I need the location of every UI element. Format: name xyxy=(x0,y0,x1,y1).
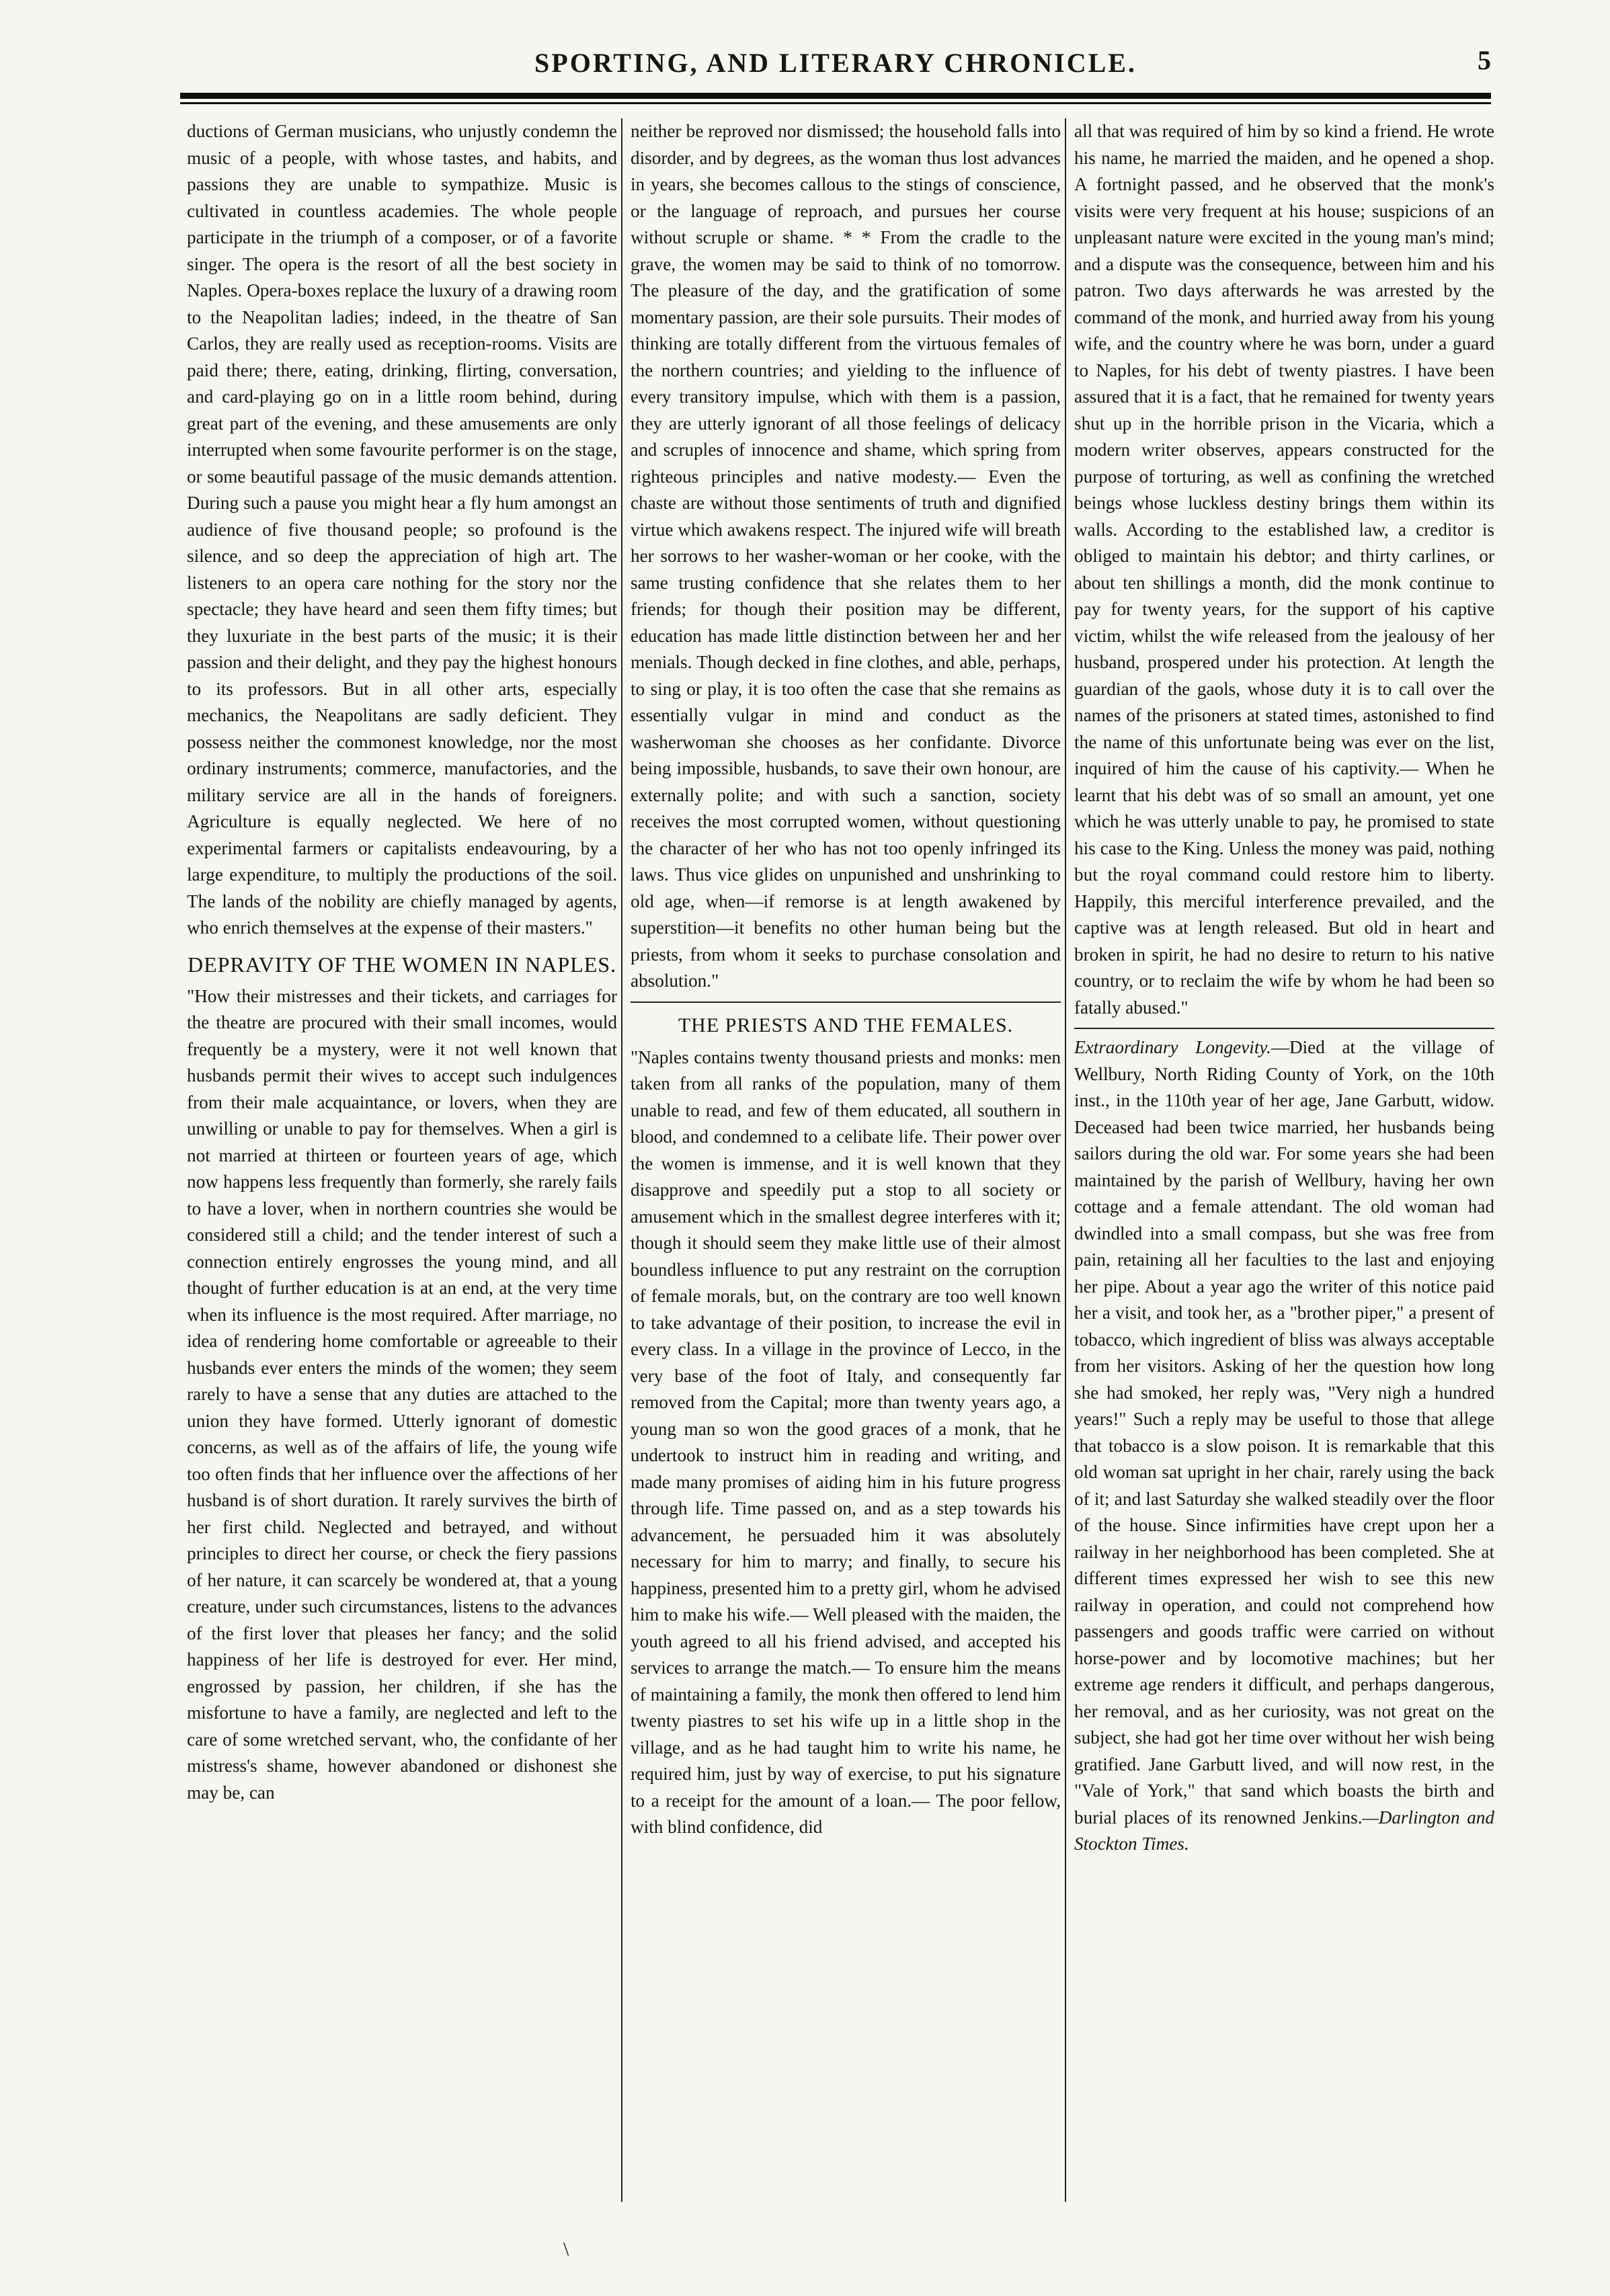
column-1 xyxy=(187,118,617,2188)
section-divider xyxy=(1074,1028,1494,1029)
news-item-longevity xyxy=(1074,1034,1494,1858)
section-divider xyxy=(631,1001,1061,1003)
header-rule-thin xyxy=(180,102,1491,104)
article-paragraph: ductions of German musicians, who unjustly condemn the music of a people, with whose tastes, and habits, and passions they are unable to sympathize. Music is cultivated in countless academies. The whole people participate in the triumph of a composer, or of a favorite singer. The opera is the resort of all the best society in Naples. Opera-boxes replace the luxury of a drawing room to the Neapolitan ladies; indeed, in the theatre of San Carlos, they are really used as reception-rooms. Visits are paid there; there, eating, drinking, flirting, conversation, and card-playing go on in a little room behind, during great part of the evening, and these amusements are only interrupted when some favourite performer is on the stage, or some beautiful passage of the music demands attention. During such a pause you might hear a fly hum amongst an audience of five thousand people; so profound is the silence, and so deep the appreciation of high art. The listeners to an opera care nothing for the story nor the spectacle; they have heard and seen them fifty times; but they luxuriate in the best parts of the music; it is their passion and their delight, and they pay the highest honours to its professors. But in all other arts, especially mechanics, the Neapolitans are sadly deficient. They possess neither the commonest knowledge, nor the most ordinary instruments; commerce, manufactories, and the military service are all in the hands of foreigners. Agriculture is equally neglected. We here of no experimental farmers or capitalists endeavouring, by a large expenditure, to multiply the productions of the soil. The lands of the nobility are chiefly managed by agents, who enrich themselves at the expense of their masters." xyxy=(187,121,617,938)
column-rule xyxy=(1065,118,1066,2202)
page-number: 5 xyxy=(1478,45,1491,75)
running-title: SPORTING, AND LITERARY CHRONICLE. xyxy=(534,48,1137,78)
column-3 xyxy=(1074,118,1494,2188)
column-2 xyxy=(631,118,1061,2188)
article-paragraph: neither be reproved nor dismissed; the household falls into disorder, and by degrees, as the woman thus lost advances in years, she becomes callous to the stings of conscience, or the language of reproach, and pursues her course without scruple or shame. * * From the cradle to the grave, the women may be said to think of no tomorrow. The pleasure of the day, and the gratification of some momentary passion, are their sole pursuits. Their modes of thinking are totally different from the virtuous females of the northern countries; and yielding to the influence of every transitory impulse, which with them is a passion, they are utterly ignorant of all those feelings of delicacy and scruples of innocence and shame, which spring from righteous principles and native modesty.— Even the chaste are without those sentiments of truth and dignified virtue which awakens respect. The injured wife will breath her sorrows to her washer-woman or her cooke, with the same trusting confidence that she relates them to her friends; for though their position may be different, education has made little distinction between her and her menials. Though decked in fine clothes, and able, perhaps, to sing or play, it is too often the case that she remains as essentially vulgar in mind and conduct as the washerwoman she chooses as her confidante. Divorce being impossible, husbands, to save their own honour, are externally polite; and with such a sanction, society receives the most corrupted women, without questioning the character of her who has not too openly infringed its laws. Thus vice glides on unpunished and unshrinking to old age, when—if remorse is at length awakened by superstition—it benefits no other human being but the priests, from whom it seeks to purchase consolation and absolution." xyxy=(631,121,1061,991)
column-rule xyxy=(621,118,622,2202)
stray-mark: \ xyxy=(563,2238,569,2260)
article-paragraph: all that was required of him by so kind a friend. He wrote his name, he married the maiden, and he opened a shop. A fortnight passed, and he observed that the monk's visits were very frequent at his house; suspicions of an unpleasant nature were excited in the young man's mind; and a dispute was the consequence, between him and his patron. Two days afterwards he was arrested by the command of the monk, and hurried away from his young wife, and the country where he was born, under a guard to Naples, for his debt of twenty piastres. I have been assured that it is a fact, that he remained for twenty years shut up in the horrible prison in the Vicaria, which a modern writer observes, appears constructed for the purpose of torturing, as well as confining the wretched beings whose luckless destiny brings them within its walls. According to the established law, a creditor is obliged to maintain his debtor; and thirty carlines, or about ten shillings a month, did the monk continue to pay for twenty years, for the support of his captive victim, whilst the wife released from the jealousy of her husband, prospered under his protection. At length the guardian of the gaols, whose duty it is to call over the names of the prisoners at stated times, astonished to find the name of this unfortunate being was ever on the list, inquired of him the cause of his captivity.— When he learnt that his debt was of so small an amount, yet one which he was utterly unable to pay, he promised to state his case to the King. Unless the money was paid, nothing but the royal command could restore him to liberty. Happily, this merciful interference prevailed, and the captive was at length released. But old in heart and broken in spirit, he had no desire to return to his native country, or to reclaim the wife by whom he had been so fatally abused." xyxy=(1074,121,1494,1018)
article-paragraph: "Naples contains twenty thousand priests and monks: men taken from all ranks of the population, many of them unable to read, and few of them educated, all southern in blood, and condemned to a celibate life. Their power over the women is immense, and it is well known that they disapprove and speedily put a stop to all society or amusement which in the smallest degree interferes with it; though it should seem they make little use of their almost boundless influence to put any restraint on the corruption of female morals, but, on the contrary are too well known to take advantage of their position, to increase the evil in every class. In a village in the province of Lecco, in the very base of the foot of Italy, and consequently far removed from the Capital; more than twenty years ago, a young man so won the good graces of a monk, that he undertook to instruct him in reading and writing, and made many promises of aiding him in his future progress through life. Time passed on, and as a step towards his advancement, he persuaded him it was absolutely necessary for him to marry; and finally, to secure his happiness, presented him to a pretty girl, whom he advised him to make his wife.— Well pleased with the maiden, the youth agreed to all his friend advised, and accepted his services to arrange the match.— To ensure him the means of maintaining a family, the monk then offered to lend him twenty piastres to set his wife up in a little shop in the village, and as he had taught him to write his name, he required him, just by way of exercise, to put his signature to a receipt for the amount of a loan.— The poor fellow, with blind confidence, did xyxy=(631,1047,1061,1837)
news-item-source: —Darlington and Stockton Times. xyxy=(1074,1807,1494,1854)
news-item-text: —Died at the village of Wellbury, North Riding County of York, on the 10th inst., in the 110th year of her age, Jane Garbutt, widow. Deceased had been twice married, her husbands being sailors during the old war. For some years she had been maintained by the parish of Wellbury, having her own cottage and a female attendant. The old woman had dwindled into a small compass, but she was free from pain, retaining all her faculties to the last and enjoying her pipe. About a year ago the writer of this notice paid her a visit, and took her, as a "brother piper," a present of tobacco, which ingredient of bliss was always acceptable from her visitors. Asking of her the question how long she had smoked, her reply was, "Very nigh a hundred years!" Such a reply may be useful to those that allege that tobacco is a slow poison. It is remarkable that this old woman sat upright in her chair, rarely using the back of it; and last Saturday she walked steadily over the floor of the house. Since infirmities have crept upon her a railway in her neighborhood has been completed. She at different times expressed her wish to see this new railway in operation, and could not comprehend how passengers and goods traffic were carried on without horse-power and by locomotive machines; but her extreme age renders it difficult, and perhaps dangerous, her removal, and as her curiosity, was not great on the subject, she had got her time over without her wish being gratified. Jane Garbutt lived, and will now rest, in the "Vale of York," that sand which boasts the birth and burial places of its renowned Jenkins. xyxy=(1074,1037,1494,1828)
masthead xyxy=(180,44,1491,85)
article-paragraph: "How their mistresses and their tickets, and carriages for the theatre are procured with their small incomes, would frequently be a mystery, were it not well known that husbands permit their wives to accept such indulgences from their male acquaintance, or lovers, when they are unwilling or unable to pay for themselves. When a girl is not married at thirteen or fourteen years of age, which now happens less frequently than formerly, she rarely fails to have a lover, when in northern countries she would be considered still a child; and the tender interest of such a connection entirely engrosses the young mind, and all thought of further education is at an end, at the very time when its influence is the most required. After marriage, no idea of rendering home comfortable or agreeable to their husbands ever enters the minds of the women; they seem rarely to have a sense that any duties are attached to the union they have formed. Utterly ignorant of domestic concerns, as well as of the affairs of life, the young wife too often finds that her influence over the affections of her husband is of short duration. It rarely survives the birth of her first child. Neglected and betrayed, and without principles to direct her course, or check the fiery passions of her nature, it can scarcely be wondered at, that a young creature, under such circumstances, listens to the advances of the first lover that pleases her fancy; and the solid happiness of her life is destroyed for ever. Her mind, engrossed by passion, her children, if she has the misfortune to have a family, are neglected and left to the care of some wretched servant, who, the confidante of her mistress's shame, however abandoned or dishonest she may be, can xyxy=(187,985,617,1803)
section-title-priests: THE PRIESTS AND THE FEMALES. xyxy=(678,1014,1014,1036)
section-title-depravity: DEPRAVITY OF THE WOMEN IN NAPLES. xyxy=(187,952,617,977)
news-item-lead: Extraordinary Longevity. xyxy=(1074,1037,1271,1057)
header-rule-thick xyxy=(180,93,1491,99)
